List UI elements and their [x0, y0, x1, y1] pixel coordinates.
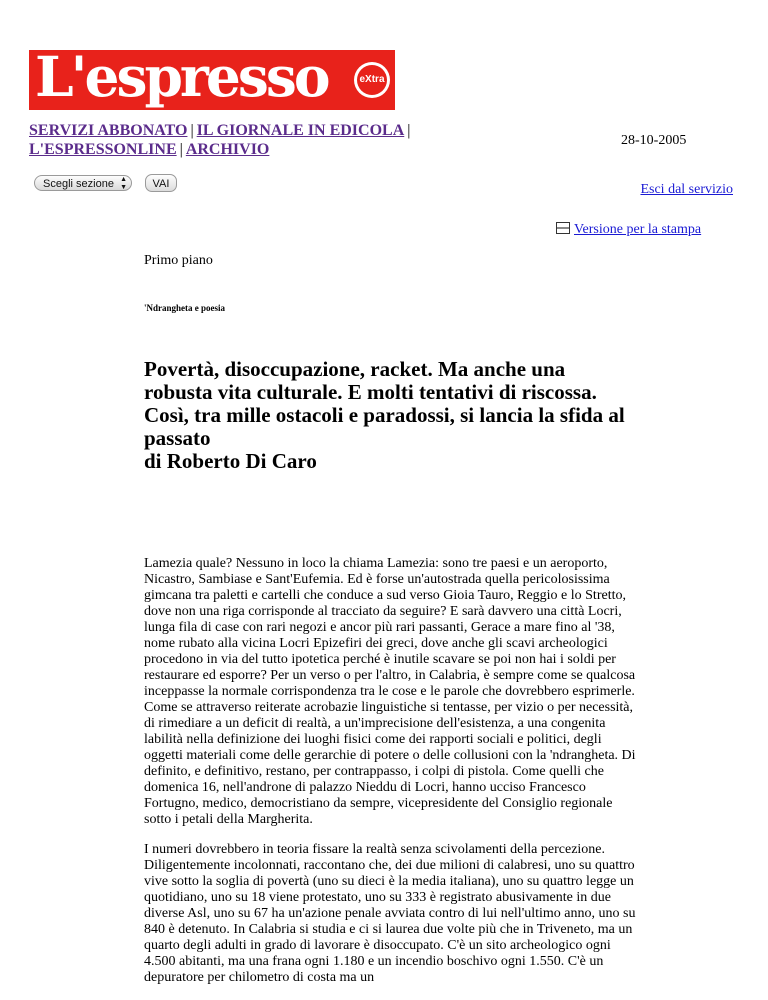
go-button[interactable]: VAI	[145, 174, 177, 192]
lespresso-logo[interactable]	[29, 50, 395, 110]
nav-separator: |	[407, 122, 411, 139]
issue-date: 28-10-2005	[621, 133, 687, 148]
top-navigation	[29, 121, 469, 159]
article-paragraph: Lamezia quale? Nessuno in loco la chiama Lamezia: sono tre paesi e un aeroporto, Nicastro, Sambiase e Sant'Eufemia. Ed è forse un'autostrada quella pericolosissima gimcana tra paletti e cartelli che conduce a sud verso Gioia Tauro, Reggio e lo Stretto, dove non una riga corrisponde al tracciato da seguire? E sarà davvero una città Locri, lunga fila di case con rari negozi e ancor più rari passanti, Gerace a mare fino al '38, nome rubato alla vicina Locri Epizefiri dei greci, dove anche gli scavi archeologici procedono in via del tutto ipotetica perché è inutile scavare se poi non hai i soldi per restaurare ed esporre? Per un verso o per l'altro, in Calabria, è sempre come se qualcosa inceppasse la normale corrispondenza tra le cose e le parole che dovrebbero esprimerle. Come se attraverso reiterate acrobazie linguistiche si tentasse, per vizio o per necessità, di rimediare a un deficit di realtà, a un'imprecisione dell'esistenza, a una congenita labilità nella definizione dei luoghi fisici come dei rapporti sociali e politici, degli oggetti materiali come delle gerarchie di potere o delle collusioni con la 'ndrangheta. Di definito, e definitivo, restano, per contrappasso, i colpi di pistola. Come quelli che domenica 16, nell'androne di palazzo Nieddu di Locri, hanno ucciso Francesco Fortugno, medico, democristiano da sempre, vicepresidente del Consiglio regionale sotto i petali della Margherita.	[144, 556, 636, 827]
nav-separator: |	[190, 122, 194, 139]
extra-badge-label: eXtra	[357, 65, 387, 95]
nav-link-archivio[interactable]: ARCHIVIO	[185, 141, 270, 158]
section-select[interactable]	[34, 175, 132, 191]
nav-link-servizi-abbonato[interactable]: SERVIZI ABBONATO	[29, 122, 188, 139]
article-headline: Povertà, disoccupazione, racket. Ma anche una robusta vita culturale. E molti tentativi di riscossa. Così, tra mille ostacoli e paradossi, si lancia la sfida al passato	[144, 357, 625, 450]
select-arrows-icon: ▲ ▼	[120, 176, 127, 191]
article-byline: di Roberto Di Caro	[144, 449, 317, 473]
print-version-link[interactable]: Versione per la stampa	[574, 222, 702, 237]
article-paragraph: I numeri dovrebbero in teoria fissare la realtà senza scivolamenti della percezione. Diligentemente incolonnati, raccontano che, dei due milioni di calabresi, uno su quattro vive sotto la soglia di povertà (uno su dieci è la media italiana), uno su quattro legge un quotidiano, uno su 18 viene protestato, uno su 333 è registrato abusivamente in due diverse Asl, uno su 67 ha un'azione penale avviata contro di lui nell'ultimo anno, uno su 840 è detenuto. In Calabria si studia e ci si laurea due volte più che in Triveneto, ma un quarto degli adulti in grado di lavorare è disoccupato. C'è un sito archeologico ogni 4.500 abitanti, ma una frana ogni 1.180 e un incendio boschivo ogni 1.550. C'è un depuratore per chilometro di costa ma un	[144, 842, 636, 985]
article-headline-block	[144, 358, 634, 473]
nav-link-espressonline[interactable]: L'ESPRESSONLINE	[29, 141, 177, 158]
nav-separator: |	[179, 141, 183, 158]
section-label: Primo piano	[144, 253, 213, 268]
article-kicker: 'Ndrangheta e poesia	[144, 303, 225, 313]
printer-icon[interactable]	[556, 222, 570, 234]
exit-service-link[interactable]: Esci dal servizio	[640, 182, 733, 197]
article-body	[144, 556, 639, 1000]
logo-wordmark: L'espresso	[35, 50, 328, 109]
extra-badge	[354, 62, 390, 98]
section-select-value: Scegli sezione	[43, 178, 114, 190]
print-version	[556, 222, 701, 238]
nav-link-giornale-in-edicola[interactable]: IL GIORNALE IN EDICOLA	[196, 122, 405, 139]
